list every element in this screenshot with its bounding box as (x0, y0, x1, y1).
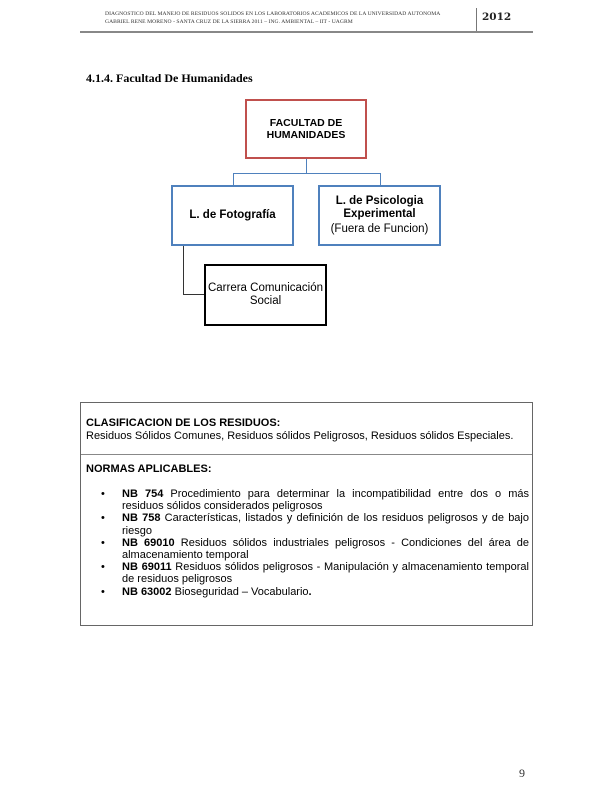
norma-item (96, 537, 529, 561)
org-node-root-label: FACULTAD DE HUMANIDADES (266, 117, 346, 141)
section-heading: 4.1.4. Facultad De Humanidades (86, 71, 253, 85)
norma-text: Residuos sólidos peligrosos - Manipulación y almacenamiento temporal de residuos peligrosos (122, 561, 529, 586)
connector-left-down (233, 173, 234, 185)
page-number: 9 (519, 766, 525, 780)
connector-horizontal (233, 173, 381, 174)
header-divider (476, 8, 477, 32)
norma-item (96, 512, 529, 536)
norma-code: NB 754 (122, 488, 164, 500)
org-node-psicologia-note: (Fuera de Funcion) (330, 223, 429, 235)
residuos-table (80, 402, 533, 626)
norma-code: NB 69011 (122, 561, 172, 574)
running-header (105, 10, 473, 26)
normas-list (96, 488, 529, 598)
norma-item (96, 586, 529, 598)
header-rule (80, 31, 533, 33)
norma-text: Residuos sólidos industriales peligrosos - Condiciones del área de almacenamiento temporal (122, 536, 529, 562)
header-year: 2012 (482, 11, 512, 23)
header-line-2: GABRIEL RENE MORENO - SANTA CRUZ DE LA SIERRA 2011 – ING. AMBIENTAL – IIT - UAGRM (105, 19, 353, 25)
org-node-psicologia-label: L. de Psicologia Experimental (335, 195, 424, 220)
norma-text: Características, listados y definición de los residuos peligrosos y de bajo riesgo (122, 512, 529, 537)
norma-code: NB 758 (122, 512, 161, 525)
table-divider (81, 454, 532, 455)
norma-item (96, 488, 529, 512)
norma-code: NB 63002 (122, 585, 172, 598)
normas-title: NORMAS APLICABLES: (86, 463, 212, 475)
connector-right-down (380, 173, 381, 185)
org-node-comunicacion (204, 264, 327, 326)
org-node-fotografia (171, 185, 294, 246)
org-node-comunicacion-label: Carrera Comunicación Social (207, 282, 324, 307)
connector-grand-down (183, 246, 184, 295)
norma-suffix: . (308, 585, 312, 598)
clasificacion-body: Residuos Sólidos Comunes, Residuos sólidos Peligrosos, Residuos sólidos Especiales. (86, 430, 514, 442)
norma-text: Bioseguridad – Vocabulario (171, 585, 309, 598)
header-line-1: DIAGNOSTICO DEL MANEJO DE RESIDUOS SOLIDOS EN LOS LABORATORIOS ACADEMICOS DE LA UNIVERSIDAD AUTONOMA (105, 11, 441, 17)
connector-root-down (306, 159, 307, 173)
norma-code: NB 69010 (122, 536, 175, 549)
org-node-fotografia-label: L. de Fotografía (189, 209, 276, 221)
norma-text: Procedimiento para determinar la incompatibilidad entre dos o más residuos sólidos considerados peligrosos (122, 488, 529, 513)
norma-item (96, 561, 529, 585)
clasificacion-title: CLASIFICACION DE LOS RESIDUOS: (86, 417, 281, 429)
org-node-psicologia (318, 185, 441, 246)
org-node-root (245, 99, 367, 159)
connector-grand-right (183, 294, 204, 295)
